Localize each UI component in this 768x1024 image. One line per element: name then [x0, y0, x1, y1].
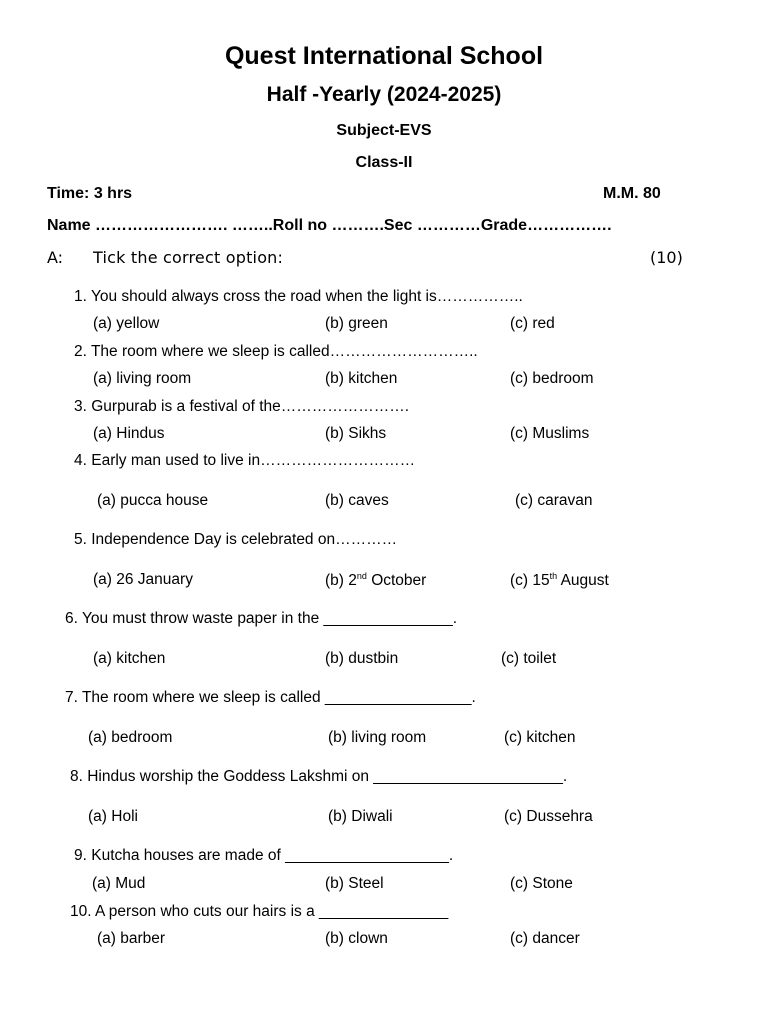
option-b: (b) kitchen — [325, 370, 398, 387]
option-a: (a) Holi — [88, 808, 138, 825]
question-text: 5. Independence Day is celebrated on………… — [74, 531, 398, 548]
max-marks-label: M.M. 80 — [603, 185, 661, 202]
option-b: (b) living room — [328, 729, 427, 746]
option-a: (a) kitchen — [93, 650, 166, 667]
option-a: (a) barber — [97, 930, 166, 947]
option-a: (a) yellow — [93, 315, 160, 332]
option-c — [510, 571, 609, 590]
option-a: (a) Mud — [92, 875, 146, 892]
section-letter: A: — [47, 248, 64, 267]
question-text: 9. Kutcha houses are made of ___________________. — [74, 847, 454, 864]
question-text: 6. You must throw waste paper in the _______________. — [65, 610, 458, 627]
option-c: (c) toilet — [501, 650, 557, 667]
option-c: (c) Stone — [510, 875, 573, 892]
option-b: (b) green — [325, 315, 388, 332]
school-name: Quest International School — [224, 42, 544, 70]
option-a: (a) pucca house — [97, 492, 209, 509]
option-b — [325, 571, 426, 590]
section-instruction: Tick the correct option: — [93, 248, 284, 267]
option-c: (c) dancer — [510, 930, 580, 947]
option-a: (a) bedroom — [88, 729, 173, 746]
option-b-month: October — [366, 572, 427, 590]
option-a: (a) 26 January — [93, 571, 193, 588]
option-b: (b) Sikhs — [325, 425, 387, 442]
option-c-month: August — [557, 572, 609, 590]
option-b: (b) dustbin — [325, 650, 399, 667]
option-c: (c) caravan — [515, 492, 593, 509]
option-c: (c) bedroom — [510, 370, 594, 387]
question-text: 3. Gurpurab is a festival of the……………………. — [74, 398, 410, 415]
subject-label: Subject-EVS — [336, 122, 432, 139]
class-label: Class-II — [355, 154, 413, 171]
option-a: (a) Hindus — [93, 425, 165, 442]
option-c: (c) Muslims — [510, 425, 590, 442]
question-text: 10. A person who cuts our hairs is a _______________ — [70, 903, 449, 920]
option-a: (a) living room — [93, 370, 192, 387]
student-details-line: Name ……………………. ……..Roll no ……….Sec …………Grade……………. — [47, 217, 612, 234]
question-text: 7. The room where we sleep is called _________________. — [65, 689, 476, 706]
option-c: (c) kitchen — [504, 729, 576, 746]
question-text: 2. The room where we sleep is called……………………….. — [74, 343, 478, 360]
option-b-prefix: (b) 2 — [325, 572, 357, 590]
time-label: Time: 3 hrs — [47, 185, 133, 202]
option-c: (c) red — [510, 315, 555, 332]
question-text: 4. Early man used to live in………………………… — [74, 452, 416, 469]
question-text: 8. Hindus worship the Goddess Lakshmi on ______________________. — [70, 768, 568, 785]
option-c-prefix: (c) 15 — [510, 572, 550, 590]
option-b: (b) clown — [325, 930, 388, 947]
ordinal-suffix: nd — [356, 571, 367, 581]
exam-title: Half -Yearly (2024-2025) — [266, 83, 502, 106]
option-b: (b) caves — [325, 492, 389, 509]
option-b: (b) Diwali — [328, 808, 393, 825]
section-marks: (10) — [650, 248, 683, 267]
question-text: 1. You should always cross the road when the light is…………….. — [74, 288, 523, 305]
option-c: (c) Dussehra — [504, 808, 593, 825]
option-b: (b) Steel — [325, 875, 384, 892]
ordinal-suffix: th — [549, 571, 558, 581]
